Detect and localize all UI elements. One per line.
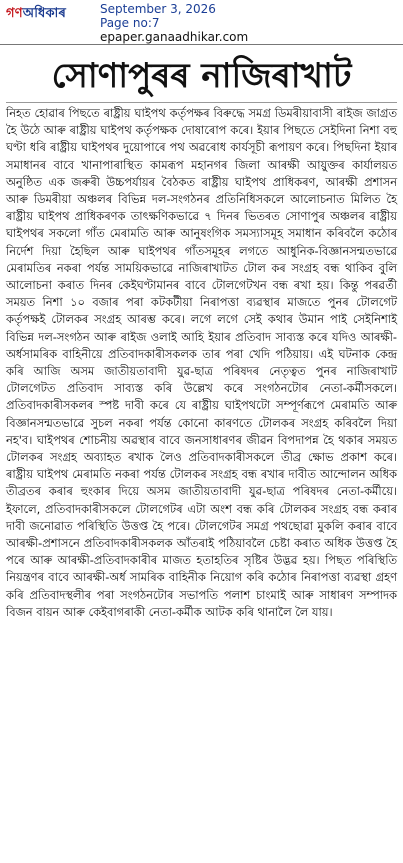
logo-part-1: গণ	[6, 6, 23, 21]
epaper-url[interactable]: epaper.ganaadhikar.com	[100, 30, 249, 44]
header-divider	[0, 44, 403, 45]
page-number: Page no:7	[100, 16, 160, 30]
edition-date: September 3, 2026	[100, 2, 216, 16]
edition-meta	[100, 2, 248, 44]
newspaper-header	[0, 0, 403, 48]
logo-part-2: অধিকাৰ	[22, 6, 67, 21]
article-body: নিহত হোৱাৰ পিছতে ৰাষ্ট্ৰীয় ঘাইপথ কৰ্তৃপক্ষৰ বিৰুদ্ধে সমগ্ৰ ডিমৰীয়াবাসী ৰাইজ জাগ্ৰত হৈ উঠে আৰু ৰাষ্ট্ৰীয় ঘাইপথ কৰ্তৃপক্ষক দোষাৰোপ কৰে। ইয়াৰ পিছতে সেইদিনা নিশা বহু ঘণ্টা ধৰি ৰাষ্ট্ৰীয় ঘাইপথৰ দুয়োপাৰে পথ অৱৰোধ কাৰ্যসূচী ৰূপায়ণ কৰে। পিছদিনা ইয়াৰ সমাধানৰ বাবে খানাপাৰাস্থিত কামৰূপ মহানগৰ জিলা আৰক্ষী আয়ুক্তৰ কাৰ্যালয়ত অনুষ্ঠিত এক জৰুৰী উচ্চপৰ্যায়ৰ বৈঠকত ৰাষ্ট্ৰীয় ঘাইপথ প্ৰাধিকৰণ, আৰক্ষী প্ৰশাসন আৰু ডিমৰীয়া অঞ্চলৰ বিভিন্ন দল-সংগঠনৰ প্ৰতিনিধিসকলে আলোচনাত মিলিত হৈ ৰাষ্ট্ৰীয় ঘাইপথ প্ৰাধিকৰণক তাৎক্ষণিকভাৱে ৭ দিনৰ ভিতৰত সোণাপুৰ অঞ্চলৰ ৰাষ্ট্ৰীয় ঘাইপথৰ সকলো গাঁত মেৰামতি আৰু আনুষংগিক সমস্যাসমূহ সমাধান কৰিবলৈ কঠোৰ নিৰ্দেশ দিয়া হৈছিল আৰু ঘাইপথৰ গাঁতসমূহৰ লগতে আধুনিক-বিজ্ঞানসন্মতভাৱে মেৰামতিৰ নকৰা পৰ্যন্ত সাময়িকভাৱে নাজিৰাখাটত টোল কৰ সংগ্ৰহ বন্ধ থাকিব বুলি আলোচনা কৰাত দিনৰ কেইঘণ্টামানৰ বাবে টোলগেটখন বন্ধ ৰখা হয়। কিন্তু পৰৱৰ্তী সময়ত নিশা ১০ বজাৰ পৰা কটকটীয়া নিৰাপত্তা ব্যৱস্থাৰ মাজতে পুনৰ টোলগেট কৰ্তৃপক্ষই টোলকৰ সংগ্ৰহ আৰম্ভ কৰে। লগে লগে সেই কথাৰ উমান পাই সেইনিশাই বিভিন্ন দল-সংগঠন আৰু ৰাইজ ওলাই আহি ইয়াৰ প্ৰতিবাদ সাব্যস্ত কৰে যদিও আৰক্ষী-অৰ্ধসামৰিক বাহিনীয়ে প্ৰতিবাদকাৰীসকলক তাৰ পৰা খেদি পঠিয়ায়। এই ঘটনাক কেন্দ্ৰ কৰি আজি অসম জাতীয়তাবাদী যুৱ-ছাত্ৰ পৰিষদৰ নেতৃত্বত পুনৰ নাজিৰাখাট টোলগেটত প্ৰতিবাদ সাব্যস্ত কৰি উল্লেখ কৰে সংগঠনটোৰ নেতা-কৰ্মীসকলে। প্ৰতিবাদকাৰীসকলৰ স্পষ্ট দাবী কৰে যে ৰাষ্ট্ৰীয় ঘাইপথটো সম্পূৰ্ণৰূপে মেৰামতি আৰু বিজ্ঞানসন্মতভাৱে সুচল নকৰা পৰ্যন্ত কোনো কাৰণতে টোলকৰ সংগ্ৰহ কৰিবলৈ দিয়া নহ'ব। ঘাইপথৰ শোচনীয় অৱস্থাৰ বাবে জনসাধাৰণৰ জীৱন বিপদাপন্ন হৈ থকাৰ সময়ত টোলকৰ সংগ্ৰহ অব্যাহত ৰখাক লৈও প্ৰতিবাদকাৰীসকলে তীব্ৰ ক্ষোভ প্ৰকাশ কৰে। ৰাষ্ট্ৰীয় ঘাইপথ মেৰামতি নকৰা পৰ্যন্ত টোলকৰ সংগ্ৰহ বন্ধ ৰখাৰ দাবীত আন্দোলন অধিক তীব্ৰতৰ কৰাৰ হুংকাৰ দিয়ে অসম জাতীয়তাবাদী যুৱ-ছাত্ৰ পৰিষদৰ নেতা-কৰ্মীয়ে। ইফালে, প্ৰতিবাদকাৰীসকলে টোলগেটৰ এটা অংশ বন্ধ কৰি টোলকৰ সংগ্ৰহ বন্ধ কৰাৰ দাবী জনোৱাত পৰিস্থিতি উত্তপ্ত হৈ পৰে। টোলগেটৰ সমগ্ৰ পথছোৱা মুকলি কৰাৰ বাবে আৰক্ষী-প্ৰশাসনে প্ৰতিবাদকাৰীসকলক আঁতৰাই পঠিয়াবলৈ চেষ্টা কৰাত অধিক উত্তপ্ত হৈ পৰে আৰু আৰক্ষী-প্ৰতিবাদকাৰীৰ মাজত হতাহতিৰ সৃষ্টিৰ উদ্ভৱ হয়। পিছত পৰিস্থিতি নিয়ন্ত্ৰণৰ বাবে আৰক্ষী-অৰ্ধ সামৰিক বাহিনীক নিয়োগ কৰি কঠোৰ নিৰাপত্তা ব্যৱস্থা গ্ৰহণ কৰি প্ৰতিবাদস্থলীৰ পৰা সংগঠনটোৰ সভাপতি পলাশ চাংমাই আৰু সাধাৰণ সম্পাদক বিজন বায়ন আৰু কেইবাগৰাকী নেতা-কৰ্মীক আটক কৰি থানালৈ লৈ যায়।	[6, 106, 397, 619]
newspaper-logo	[6, 4, 66, 25]
article-headline: সোণাপুৰৰ নাজিৰাখাট	[51, 56, 352, 96]
